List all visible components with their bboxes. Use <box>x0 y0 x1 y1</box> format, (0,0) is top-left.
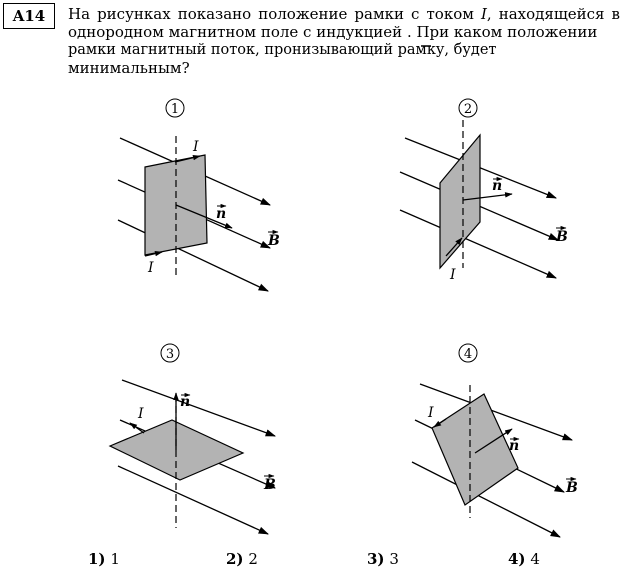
question-line-3: рамки магнитный поток, пронизывающий рамку, будет <box>68 42 497 58</box>
answer-option-2[interactable]: 2) 2 <box>226 550 258 568</box>
field-label: B <box>264 477 276 493</box>
field-line <box>122 380 275 436</box>
current-arrow <box>130 423 144 433</box>
normal-label: n <box>216 206 227 222</box>
answer-option-4[interactable]: 4) 4 <box>508 550 540 568</box>
current-label: I <box>193 139 199 155</box>
current-label: I <box>148 260 154 276</box>
field-label: B <box>556 229 568 245</box>
figure-3 <box>110 344 276 534</box>
normal-label: n <box>492 178 503 194</box>
figure-1-number: 1 <box>170 102 180 117</box>
current-symbol: I <box>480 5 487 23</box>
answer-option-3[interactable]: 3) 3 <box>367 550 399 568</box>
figure-1 <box>118 99 280 291</box>
figure-4-number: 4 <box>463 347 473 362</box>
figure-2-number: 2 <box>463 102 473 117</box>
question-line-1: На рисунках показано положение рамки с током I, находящейся в <box>68 5 621 23</box>
answer-option-1[interactable]: 1) 1 <box>88 550 120 568</box>
field-line <box>118 466 268 534</box>
normal-label: n <box>180 394 191 410</box>
field-label: B <box>268 233 280 249</box>
normal-label: n <box>509 438 520 454</box>
current-label: I <box>138 406 144 422</box>
figure-4 <box>412 344 578 537</box>
question-number: A14 <box>3 3 55 29</box>
current-frame <box>432 394 518 505</box>
figure-2 <box>400 99 568 283</box>
question-line-4: минимальным? <box>68 59 190 77</box>
answer-options <box>0 550 630 572</box>
current-label: I <box>450 267 456 283</box>
current-label: I <box>428 405 434 421</box>
figure-3-number: 3 <box>165 347 175 362</box>
field-label: B <box>566 480 578 496</box>
question-line-2: однородном магнитном поле с индукцией . При каком положении <box>68 23 598 41</box>
